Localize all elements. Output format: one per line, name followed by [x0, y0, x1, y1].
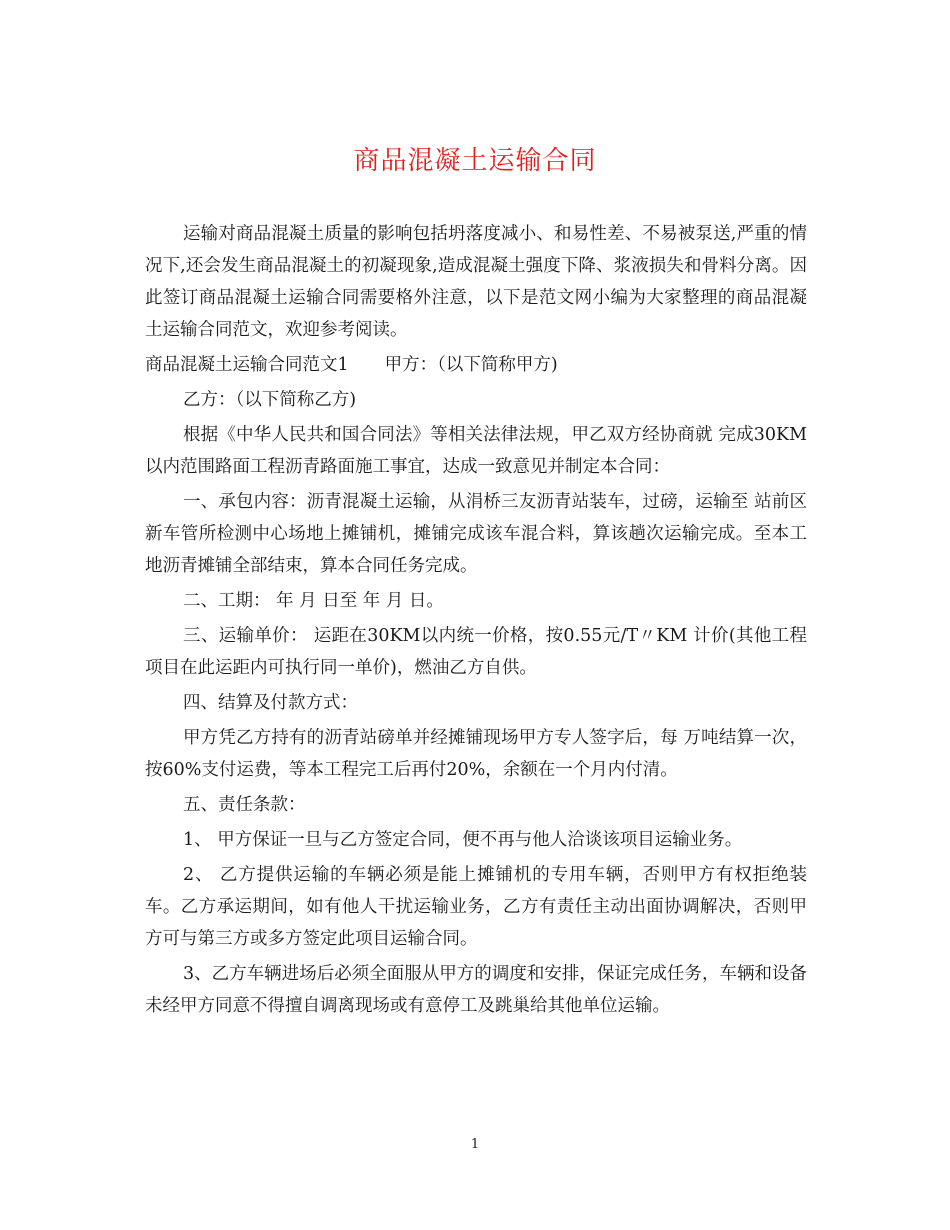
clause-5-item-1: 1、 甲方保证一旦与乙方签定合同，便不再与他人洽谈该项目运输业务。: [183, 830, 743, 850]
preamble-paragraph: 根据《中华人民共和国合同法》等相关法律法规，甲乙双方经协商就 完成30KM以内范围路面工程沥青路面施工事宜，达成一致意见并制定本合同：: [145, 425, 807, 477]
page-number: 1: [470, 1137, 480, 1152]
heading-spacer: [349, 349, 385, 381]
clause-5-heading: 五、责任条款：: [183, 795, 306, 815]
clause-5-item-3: 3、乙方车辆进场后必须全面服从甲方的调度和安排，保证完成任务，车辆和设备未经甲方同意不得擅自调离现场或有意停工及跳巢给其他单位运输。: [145, 964, 807, 1016]
sample-heading-row: [145, 349, 807, 381]
document-body: [145, 218, 807, 1025]
party-a-line: 甲方：（以下简称甲方): [384, 355, 558, 375]
clause-3: 三、运输单价： 运距在30KM以内统一价格，按0.55元/T〃KM 计价(其他工程项目在此运距内可执行同一单价)，燃油乙方自供。: [145, 626, 807, 678]
clause-4-body: 甲方凭乙方持有的沥青站磅单并经摊铺现场甲方专人签字后，每 万吨结算一次，按60%支付运费，等本工程完工后再付20%，余额在一个月内付清。: [145, 728, 807, 780]
party-b-line: 乙方：（以下简称乙方): [183, 390, 357, 410]
document-title: 商品混凝土运输合同: [353, 146, 597, 176]
clause-2: 二、工期： 年 月 日至 年 月 日。: [183, 591, 444, 611]
sample-heading: 商品混凝土运输合同范文1: [145, 355, 349, 375]
clause-4-heading: 四、结算及付款方式：: [183, 693, 358, 713]
clause-1: 一、承包内容：沥青混凝土运输，从涓桥三友沥青站装车，过磅，运输至 站前区新车管所检测中心场地上摊铺机，摊铺完成该车混合料，算该趟次运输完成。至本工地沥青摊铺全部结束，算本合同任务完成。: [145, 492, 807, 576]
clause-5-item-2: 2、 乙方提供运输的车辆必须是能上摊铺机的专用车辆，否则甲方有权拒绝装车。乙方承运期间，如有他人干扰运输业务，乙方有责任主动出面协调解决，否则甲方可与第三方或多方签定此项目运输合同。: [145, 865, 807, 949]
intro-paragraph: 运输对商品混凝土质量的影响包括坍落度减小、和易性差、不易被泵送,严重的情况下,还会发生商品混凝土的初凝现象,造成混凝土强度下降、浆液损失和骨料分离。因此签订商品混凝土运输合同需要格外注意，以下是范文网小编为大家整理的商品混凝土运输合同范文，欢迎参考阅读。: [145, 224, 807, 340]
